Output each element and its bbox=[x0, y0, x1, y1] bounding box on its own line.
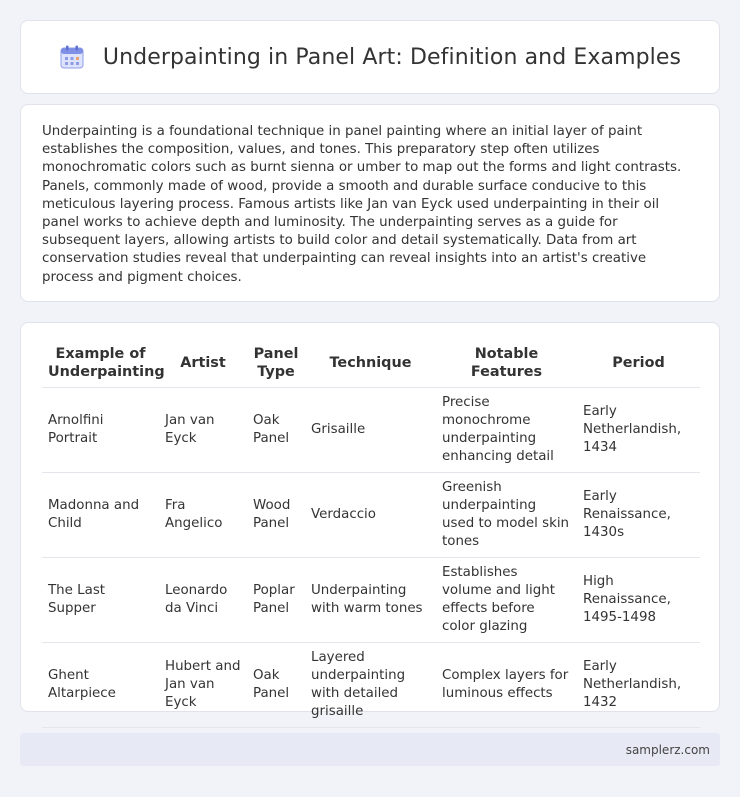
table-card bbox=[20, 322, 720, 719]
cell-artist: Jan van Eyck bbox=[159, 388, 247, 473]
cell-panel-type: Oak Panel bbox=[247, 643, 305, 728]
header-example: Example of Underpainting bbox=[42, 339, 159, 388]
table-row bbox=[42, 643, 700, 728]
table-row bbox=[42, 388, 700, 473]
footer-bar bbox=[20, 733, 720, 766]
cell-notable-features: Establishes volume and light effects before color glazing bbox=[436, 558, 577, 643]
cell-technique: Grisaille bbox=[305, 388, 436, 473]
cell-panel-type: Wood Panel bbox=[247, 473, 305, 558]
header-panel-type: Panel Type bbox=[247, 339, 305, 388]
header-technique: Technique bbox=[305, 339, 436, 388]
header-artist: Artist bbox=[159, 339, 247, 388]
cell-example: The Last Supper bbox=[42, 558, 159, 643]
cell-period: Early Renaissance, 1430s bbox=[577, 473, 700, 558]
title-card bbox=[20, 20, 720, 94]
intro-card bbox=[20, 104, 720, 302]
cell-technique: Underpainting with warm tones bbox=[305, 558, 436, 643]
cell-example: Arnolfini Portrait bbox=[42, 388, 159, 473]
table-row bbox=[42, 473, 700, 558]
cell-period: High Renaissance, 1495-1498 bbox=[577, 558, 700, 643]
intro-text: Underpainting is a foundational technique in panel painting where an initial layer of paint establishes the composition, values, and tones. This preparatory step often utilizes monochromatic colors such as burnt sienna or umber to map out the forms and light contrasts. Panels, commonly made of wood, provide a smooth and durable surface conducive to this meticulous layering process. Famous artists like Jan van Eyck used underpainting in their oil panel works to achieve depth and luminosity. The underpainting serves as a guide for subsequent layers, allowing artists to build color and detail systematically. Data from art conservation studies reveal that underpainting can reveal insights into an artist's creative process and pigment choices. bbox=[42, 124, 682, 285]
cell-notable-features: Complex layers for luminous effects bbox=[436, 643, 577, 728]
table-header-row bbox=[42, 339, 700, 388]
cell-panel-type: Poplar Panel bbox=[247, 558, 305, 643]
footer-brand[interactable]: samplerz.com bbox=[625, 742, 710, 757]
table-row bbox=[42, 558, 700, 643]
header-notable-features: Notable Features bbox=[436, 339, 577, 388]
cell-notable-features: Greenish underpainting used to model skin tones bbox=[436, 473, 577, 558]
cell-example: Madonna and Child bbox=[42, 473, 159, 558]
cell-period: Early Netherlandish, 1434 bbox=[577, 388, 700, 473]
page-title: Underpainting in Panel Art: Definition and Examples bbox=[102, 44, 682, 70]
examples-table bbox=[42, 339, 700, 728]
cell-artist: Fra Angelico bbox=[159, 473, 247, 558]
cell-technique: Layered underpainting with detailed grisaille bbox=[305, 643, 436, 728]
cell-notable-features: Precise monochrome underpainting enhancing detail bbox=[436, 388, 577, 473]
cell-technique: Verdaccio bbox=[305, 473, 436, 558]
cell-period: Early Netherlandish, 1432 bbox=[577, 643, 700, 728]
header-period: Period bbox=[577, 339, 700, 388]
cell-panel-type: Oak Panel bbox=[247, 388, 305, 473]
cell-example: Ghent Altarpiece bbox=[42, 643, 159, 728]
cell-artist: Hubert and Jan van Eyck bbox=[159, 643, 247, 728]
cell-artist: Leonardo da Vinci bbox=[159, 558, 247, 643]
calendar-icon bbox=[59, 44, 85, 70]
